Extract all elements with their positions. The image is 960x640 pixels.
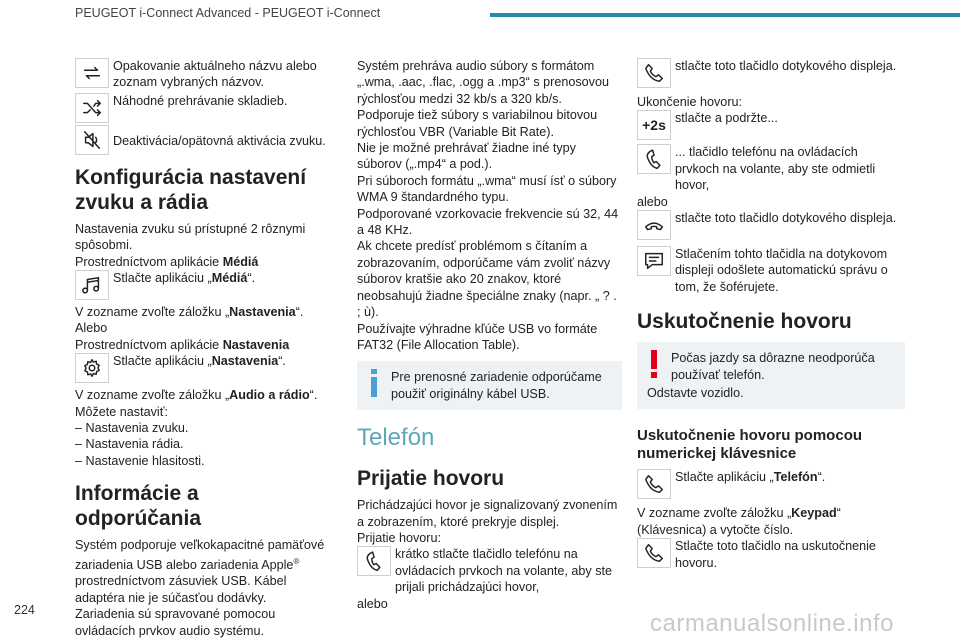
paragraph: alebo <box>637 194 668 209</box>
warning-text: Počas jazdy sa dôrazne neodporúča používať telefón. <box>671 351 875 382</box>
step-text: stlačte toto tlačidlo dotykového displeja. <box>675 211 897 226</box>
music-note-icon <box>75 270 109 300</box>
paragraph: Systém podporuje veľkokapacitné pamäťové zariadenia USB alebo zariadenia Apple® prostredníctvom zásuviek USB. Kábel adaptéra nie je súčasťou dodávky. <box>75 538 325 605</box>
paragraph: Pri súboroch formátu „.wma“ musí ísť o súbory WMA 9 štandardného typu. <box>357 173 617 205</box>
paragraph: Ukončenie hovoru: <box>637 95 743 109</box>
phone-handset-icon <box>637 144 671 174</box>
section-heading-receive-call: Prijatie hovoru <box>357 467 505 491</box>
mute-icon <box>75 125 109 155</box>
phone-icon <box>637 469 671 499</box>
repeat-icon <box>75 58 109 88</box>
step-row-hold <box>637 110 905 140</box>
paragraph: V zozname zvoľte záložku „Audio a rádio“. <box>75 388 318 403</box>
phone-handset-icon <box>357 546 391 576</box>
step-text: ... tlačidlo telefónu na ovládacích prvkoch na volante, aby ste odmietli hovor, <box>675 145 876 193</box>
message-icon <box>637 246 671 276</box>
info-icon <box>367 369 381 402</box>
feature-text: Deaktivácia/opätovná aktivácia zvuku. <box>113 133 326 148</box>
step-text: stlačte a podržte... <box>675 111 778 126</box>
step-row-steering-phone <box>357 546 622 595</box>
warning-note <box>637 342 905 409</box>
paragraph: Môžete nastaviť: <box>75 404 168 419</box>
step-row-reject <box>637 144 905 193</box>
step-text: Stlačte aplikáciu „Telefón“. <box>675 470 826 485</box>
paragraph: Ak chcete predísť problémom s čítaním a zobrazovaním, odporúčame vám zvoliť názvy súborov kratšie ako 20 znakov, ktoré neobsahujú žiadne špeciálne znaky (napr. „ ? . ; ù). <box>357 239 617 320</box>
warning-icon <box>647 350 661 383</box>
step-row-message <box>637 246 905 295</box>
feature-text: Opakovanie aktuálneho názvu alebo zoznam vybraných názvov. <box>113 59 317 90</box>
info-note <box>357 361 622 410</box>
page-header: PEUGEOT i-Connect Advanced - PEUGEOT i-Connect <box>75 6 381 20</box>
page-number: 224 <box>14 603 35 617</box>
shuffle-icon <box>75 93 109 123</box>
watermark: carmanualsonline.info <box>650 610 894 637</box>
feature-row-repeat <box>75 58 330 91</box>
header-accent-bar <box>490 13 960 17</box>
step-row-accept-touch <box>637 58 905 88</box>
section-heading-keypad-call: Uskutočnenie hovoru pomocou numerickej klávesnice <box>637 427 863 463</box>
list-item: – Nastavenia rádia. <box>75 437 184 452</box>
list-item: – Nastavenia zvuku. <box>75 421 189 436</box>
chapter-title-phone: Telefón <box>357 424 435 452</box>
feature-row-shuffle <box>75 93 330 123</box>
paragraph: alebo <box>357 596 388 611</box>
paragraph: Prichádzajúci hovor je signalizovaný zvonením a zobrazením, ktoré prekryje displej. <box>357 498 618 529</box>
step-text: stlačte toto tlačidlo dotykového displeja. <box>675 59 897 73</box>
paragraph: Systém prehráva audio súbory s formátom „.wma, .aac, .flac, .ogg a .mp3“ s prenosovou rýchlosťou medzi 32 kb/s a 320 kb/s. <box>357 59 609 106</box>
gear-icon <box>75 353 109 383</box>
paragraph: Podporuje tiež súbory s variabilnou bitovou rýchlosťou VBR (Variable Bit Rate). <box>357 108 598 139</box>
step-text: Stlačte aplikáciu „Nastavenia“. <box>113 354 286 369</box>
plus-two-seconds-icon: +2s <box>637 110 671 140</box>
phone-icon <box>637 538 671 568</box>
step-row-hangup-touch <box>637 210 905 240</box>
section-heading-audio-settings: Konfigurácia nastavení zvuku a rádia <box>75 165 307 214</box>
step-row-settings <box>75 353 330 383</box>
paragraph: Podporované vzorkovacie frekvencie sú 32, 44 a 48 KHz. <box>357 206 619 238</box>
phone-icon <box>637 58 671 88</box>
step-row-dial <box>637 538 905 571</box>
warning-text-2: Odstavte vozidlo. <box>647 386 744 401</box>
hang-up-icon <box>637 210 671 240</box>
step-text: krátko stlačte tlačidlo telefónu na ovládacích prvkoch na volante, aby ste prijali prichádzajúci hovor, <box>395 547 613 595</box>
paragraph: Nastavenia zvuku sú prístupné 2 rôznymi spôsobmi. <box>75 221 306 253</box>
paragraph: Prostredníctvom aplikácie Nastavenia <box>75 337 290 352</box>
list-item: – Nastavenie hlasitosti. <box>75 453 205 468</box>
step-row-phone-app <box>637 469 905 499</box>
section-heading-info: Informácie a odporúčania <box>75 482 202 531</box>
column-3 <box>637 58 905 571</box>
paragraph: Alebo <box>75 321 108 336</box>
section-heading-make-call: Uskutočnenie hovoru <box>637 310 852 334</box>
paragraph: Nie je možné prehrávať žiadne iné typy súborov („.mp4“ a pod.). <box>357 141 576 172</box>
step-row-media <box>75 270 330 300</box>
step-text: Stlačením tohto tlačidla na dotykovom displeji odošlete automatickú správu o tom, že šoférujete. <box>675 247 888 294</box>
paragraph: V zozname zvoľte záložku „Keypad“ (Klávesnica) a vytočte číslo. <box>637 506 841 537</box>
feature-text: Náhodné prehrávanie skladieb. <box>113 93 288 108</box>
step-text: Stlačte aplikáciu „Médiá“. <box>113 271 256 286</box>
column-1 <box>75 58 330 639</box>
paragraph: Prostredníctvom aplikácie Médiá <box>75 254 259 269</box>
note-text: Pre prenosné zariadenie odporúčame použiť originálny kábel USB. <box>391 370 602 401</box>
paragraph: Prijatie hovoru: <box>357 530 441 545</box>
column-2 <box>357 58 622 612</box>
feature-row-mute <box>75 125 330 155</box>
step-text: Stlačte toto tlačidlo na uskutočnenie hovoru. <box>675 539 876 570</box>
paragraph: Používajte výhradne kľúče USB vo formáte FAT32 (File Allocation Table). <box>357 321 598 352</box>
paragraph: V zozname zvoľte záložku „Nastavenia“. <box>75 305 304 320</box>
paragraph: Zariadenia sú spravované pomocou ovládacích prvkov audio systému. <box>75 607 276 638</box>
